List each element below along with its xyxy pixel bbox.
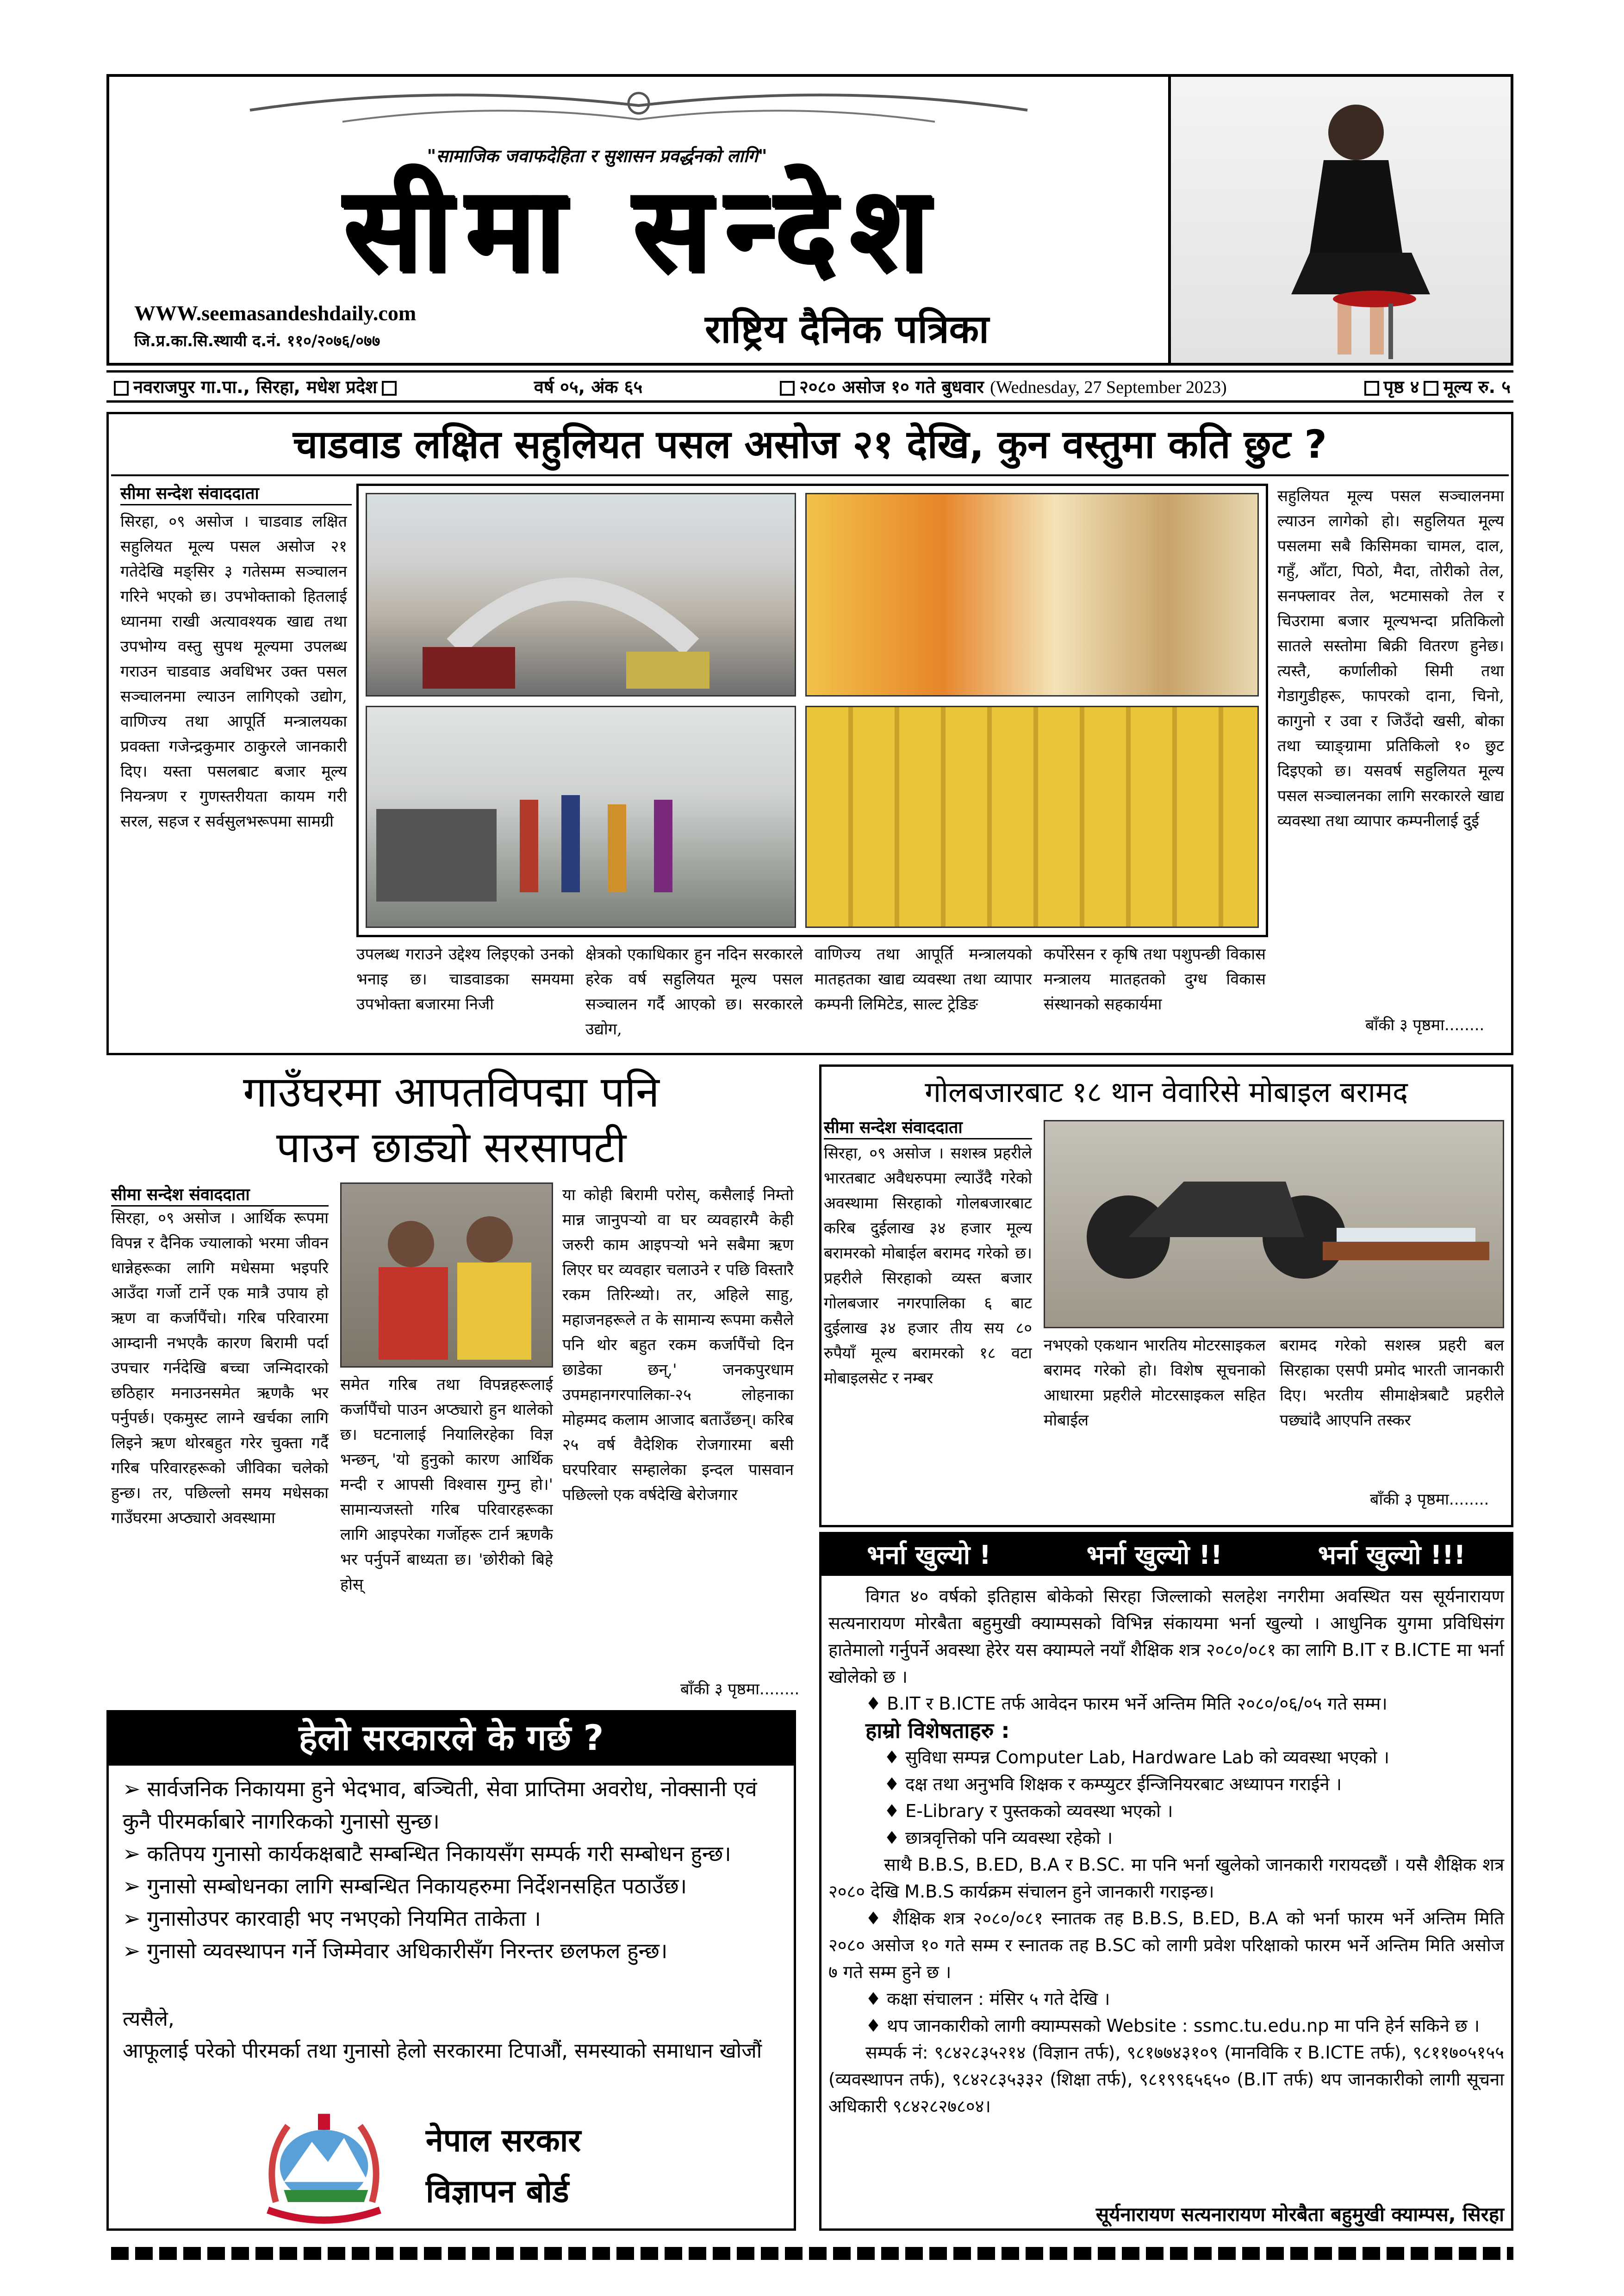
- story-mobile-seized-headline: गोलबजारबाट १८ थान वेवारिसे मोबाइल बरामद: [925, 1075, 1408, 1109]
- diamond-bullet-icon: ♦: [865, 1989, 887, 2009]
- arrow-bullet-icon: ➢: [123, 1873, 141, 1898]
- diamond-bullet-icon: ♦: [865, 1908, 892, 1929]
- story-festival-shop-bottom-col1: उपलब्ध गराउने उद्देश्य लिइएको उनको भनाइ छ। चाडवाडका समयमा उपभोक्ता बजारमा निजी: [356, 945, 574, 1014]
- model-figure-image: [1171, 77, 1513, 364]
- issue-page: पृष्ठ ४: [1383, 377, 1419, 397]
- issue-address: नवराजपुर गा.पा., सिरहा, मधेश प्रदेश: [133, 377, 377, 397]
- sahuliyat-shop-building-photo: [366, 493, 796, 697]
- grocery-shelves-photo: [805, 493, 1259, 697]
- hello-closing-1: त्यसैले,: [123, 2007, 174, 2031]
- admission-exam-info: ♦ शैक्षिक शत्र २०८०/०८१ स्नातक तह B.B.S, B.ED, B.A को भर्ना फारम भर्ने अन्तिम मिति २०८० असोज १० गते सम्म र स्नातक तह B.SC को लागी प्रवेश परिक्षाको फारम भर्ने अन्तिम मिति असोज ७ गते सम्म हुने छ ।: [828, 1908, 1504, 1982]
- masthead-ornament: [111, 78, 1166, 138]
- admission-other-programs: साथै B.B.S, B.ED, B.A र B.SC. मा पनि भर्ना खुलेको जानकारी गरायदछौं । यसै शैक्षिक शत्र २०८० देखि M.B.S कार्यक्रम संचालन हुने जानकारी गराइन्छ।: [828, 1854, 1504, 1902]
- diamond-bullet-icon: ♦: [884, 1774, 906, 1794]
- diamond-bullet-icon: ♦: [865, 2016, 887, 2036]
- website-link[interactable]: WWW.seemasandeshdaily.com: [134, 301, 417, 325]
- admission-signature: सूर्यनारायण सत्यनारायण मोरबैता बहुमुखी क्याम्पस, सिरहा: [1095, 2203, 1504, 2226]
- page-footer-dashes: [111, 2247, 1513, 2260]
- diamond-bullet-icon: ♦: [884, 1801, 906, 1821]
- story-festival-shop-byline: सीमा सन्देश संवाददाता: [120, 481, 352, 505]
- admission-intro: विगत ४० वर्षको इतिहास बोकेको सिरहा जिल्लाको सलहेश नगरीमा अवस्थित यस सूर्यनारायण सत्यनारायण मोरबैता बहुमुखी क्याम्पसको विभिन्न संकायमा भर्ना खुल्यो । आधुनिक युगमा प्रविधिसंग हातेमालो गर्नुपर्ने अवस्था हेरेर यस क्याम्पले नयाँ शैक्षिक शत्र २०८०/०८१ का लागि B.IT र B.ICTE मा भर्ना खोलेको छ ।: [828, 1586, 1504, 1687]
- gov-label-line1: नेपाल सरकार: [426, 2122, 581, 2159]
- diamond-bullet-icon: ♦: [865, 1693, 887, 1714]
- arrow-bullet-icon: ➢: [123, 1776, 141, 1801]
- story-mobile-seized-col3: बरामद गरेको सशस्त्र प्रहरी बल सिरहाका एसपी प्रमोद भारती जानकारी दिए। भरतीय सीमाक्षेत्रबाटै प्रहरीले पछ्यांदै आएपनि तस्कर: [1280, 1336, 1504, 1430]
- admission-feature: ♦ E-Library र पुस्तकको व्यवस्था भएको ।: [884, 1801, 1173, 1821]
- issue-volume: वर्ष ०५, अंक ६५: [534, 377, 643, 397]
- diamond-bullet-icon: ♦: [884, 1828, 906, 1848]
- newspaper-title: सीमा सन्देश: [343, 161, 943, 297]
- masthead-model-photo: [1171, 74, 1513, 366]
- admission-features-title: हाम्रो विशेषताहरु :: [865, 1718, 1010, 1743]
- story-loans-headline-line1: गाउँघरमा आपतविपद्मा पनि: [243, 1067, 660, 1117]
- queue-at-shop-photo: [366, 706, 796, 928]
- story-festival-shop-bottom-col2: क्षेत्रको एकाधिकार हुन नदिन सरकारले हरेक वर्ष सहुलियत मूल्य पसल सञ्चालन गर्दै आएको छ। सरकारले उद्योग,: [585, 945, 803, 1039]
- arrow-bullet-icon: ➢: [123, 1841, 141, 1866]
- gov-label-line2: विज्ञापन बोर्ड: [426, 2173, 569, 2210]
- masthead-tagline: "सामाजिक जवाफदेहिता र सुशासन प्रवर्द्धनको लागि": [427, 146, 767, 166]
- issue-date-np: २०८० असोज १० गते बुधवार: [799, 377, 984, 397]
- admission-banner-3: भर्ना खुल्यो !!!: [1318, 1540, 1466, 1570]
- admission-feature: ♦ छात्रवृत्तिको पनि व्यवस्था रहेको ।: [884, 1828, 1113, 1848]
- story-festival-shop-bottom-col4: कर्पोरेसन र कृषि तथा पशुपन्छी विकास मन्त्रालय मातहतको दुग्ध विकास संस्थानको सहकार्यमा: [1044, 945, 1266, 1014]
- hello-sarkar-list: [123, 1773, 780, 1967]
- story-mobile-seized-byline: सीमा सन्देश संवाददाता: [824, 1115, 1032, 1139]
- story-festival-shop-bottom-col3: वाणिज्य तथा आपूर्ति मन्त्रालयको मातहतका खाद्य व्यवस्था तथा व्यापार कम्पनी लिमिटेड, साल्ट ट्रेडिङ: [815, 945, 1032, 1014]
- hello-closing-2: आफूलाई परेको पीरमर्का तथा गुनासो हेलो सरकारमा टिपाऔं, समस्याको समाधान खोजौं: [123, 2039, 762, 2063]
- hello-item: ➢ कतिपय गुनासो कार्यकक्षबाटै सम्बन्धित निकायसँग सम्पर्क गरी सम्बोधन हुन्छ।: [123, 1837, 780, 1870]
- elderly-women-photo: [340, 1182, 553, 1368]
- story-festival-shop-col-right: सहुलियत मूल्य पसल सञ्चालनमा ल्याउन लागेको हो। सहुलियत मूल्य पसलमा सबै किसिमका चामल, दाल, गहुँ, आँटा, पिठो, मैदा, तोरीको तेल, सनफ्लावर तेल, भटमासको तेल र चिउरामा बजार मूल्यभन्दा प्रतिकिलो सातले सस्तोमा बिक्री वितरण हुनेछ। त्यस्तै, कर्णालीको सिमी तथा गेडागुडीहरू, फापरको दाना, चिनो, कागुनो र उवा र जिउँदो खसी, बोका तथा च्याङ्ग्रामा प्रतिकिलो १० छुट दिइएको छ। यसवर्ष सहुलियत मूल्य पसल सञ्चालनका लागि सरकारले खाद्य व्यवस्था तथा व्यापार कम्पनीलाई दुई: [1277, 487, 1504, 830]
- story-loans-col2: समेत गरिब तथा विपन्नहरूलाई कर्जापैंचो पाउन अप्ठ्यारो हुन थालेको छ। घटनालाई नियालिरहेका विज्ञ भन्छन्, 'यो हुनुको कारण आर्थिक मन्दी र आपसी विश्वास गुम्नु हो।' सामान्यजस्तो गरिब परिवारहरूका लागि आइपरेका गर्जोहरू टार्न ऋणकै भर पर्नुपर्ने बाध्यता छ। 'छोरीको बिहे होस्: [340, 1375, 553, 1594]
- registration-number: जि.प्र.का.सि.स्थायी द.नं. ११०/२०७६/०७७: [134, 332, 380, 350]
- admission-feature: ♦ दक्ष तथा अनुभवि शिक्षक र कम्प्युटर ईन्जिनियरबाट अध्यापन गराईने ।: [884, 1774, 1342, 1794]
- story-festival-shop-col1: सिरहा, ०९ असोज । चाडवाड लक्षित सहुलियत मूल्य पसल असोज २१ गतेदेखि मङ्सिर ३ गतेसम्म सञ्चालन गरिने भएको छ। उपभोक्ताको हितलाई ध्यानमा राखी अत्यावश्यक खाद्य तथा उपभोग्य वस्तु सुपथ मूल्यमा उपलब्ध गराउन चाडवाड अवधिभर उक्त पसल सञ्चालनमा ल्याउन लागिएको उद्योग, वाणिज्य तथा आपूर्ति मन्त्रालयका प्रवक्ता गजेन्द्रकुमार ठाकुरले जानकारी दिए। यस्ता पसलबाट बजार मूल्य नियन्त्रण र गुणस्तरीयता कायम गरी सरल, सहज र सर्वसुलभरूपमा सामग्री: [120, 512, 347, 831]
- arrow-bullet-icon: ➢: [123, 1906, 141, 1931]
- story-loans-col1: सिरहा, ०९ असोज । आर्थिक रूपमा विपन्न र दैनिक ज्यालाको भरमा जीवन धान्नेहरूका लागि मधेसमा भइपरि आउँदा गर्जो टार्ने एक मात्रै उपाय हो ऋण वा कर्जापैंचो। गरिब परिवारमा आम्दानी नभएकै कारण बिरामी पर्दा उपचार गर्नदेखि बच्चा जन्मिदारको छठिहार मनाउनसमेत ऋणकै भर पर्नुपर्छ। एकमुस्ट लाग्ने खर्चका लागि लिइने ऋण थोरबहुत गरेर चुक्ता गर्दै गरिब परिवारहरूको जीविका चलेको हुन्छ। तर, पछिल्लो समय मधेसका गाउँघरमा अप्ठ्यारो अवस्थामा: [111, 1209, 329, 1527]
- admission-banner-1: भर्ना खुल्यो !: [867, 1540, 991, 1570]
- admission-contact: सम्पर्क नं: ९८४२८३५२१४ (विज्ञान तर्फ), ९८१७७४३१०९ (मानविकि र B.ICTE तर्फ), ९८११७०५१५५ (व्यवस्थापन तर्फ), ९८४२८३५३३२ (शिक्षा तर्फ), ९८१९९६५६५० (B.IT तर्फ) थप जानकारीको लागी सूचना अधिकारी ९८४२८२७८०४।: [828, 2042, 1504, 2116]
- story-mobile-seized-col2: नभएको एकथान भारतिय मोटरसाइकल बरामद गरेको हो। विशेष सूचनाको आधारमा प्रहरीले मोटरसाइकल सहित मोबाईल: [1044, 1336, 1266, 1430]
- admission-website: ♦ थप जानकारीको लागी क्याम्पसको Website : ssmc.tu.edu.np मा पनि हेर्न सकिने छ ।: [865, 2016, 1480, 2036]
- story-loans-headline-line2: पाउन छाड्यो सरसापटी: [276, 1123, 627, 1172]
- admission-deadline: ♦ B.IT र B.ICTE तर्फ आवेदन फारम भर्ने अन्तिम मिति २०८०/०६/०५ गते सम्म।: [865, 1693, 1388, 1714]
- admission-body: [828, 1583, 1504, 2120]
- story-loans-col3: या कोही बिरामी परोस्, कसैलाई निम्तो मान्न जानुपर्‍यो वा घर व्यवहारमै केही जरुरी काम आइपर्‍यो भने सबैमा ऋण लिएर घर व्यवहार चलाउने र पछि विस्तारै रकम तिरिन्थ्यो। तर, अहिले साहु, महाजनहरूले त के सामान्य रूपमा कसैले पनि थोर बहुत रकम कर्जापैंचो दिन छाडेका छन्,' जनकपुरधाम उपमहानगरपालिका-२५ लोहनाका मोहम्मद कलाम आजाद बताउँछन्। करिब २५ वर्ष वैदेशिक रोजगारमा बसी घरपरिवार सम्हालेका इन्दल पासवान पछिल्लो एक वर्षदेखि बेरोजगार: [562, 1186, 794, 1504]
- story-mobile-seized-continued[interactable]: बाँकी ३ पृष्ठमा........: [1370, 1490, 1489, 1509]
- issue-info-bar: [106, 370, 1513, 403]
- story-festival-shop-headline: चाडवाड लक्षित सहुलियत पसल असोज २१ देखि, कुन वस्तुमा कति छुट ?: [293, 422, 1327, 467]
- issue-price: मूल्य रु. ५: [1443, 377, 1511, 397]
- admission-feature: ♦ सुविधा सम्पन्न Computer Lab, Hardware Lab को व्यवस्था भएको ।: [884, 1747, 1389, 1767]
- admission-class-start: ♦ कक्षा संचालन : मंसिर ५ गते देखि ।: [865, 1989, 1110, 2009]
- story-mobile-seized-col1: सिरहा, ०९ असोज । सशस्त्र प्रहरीले भारतबाट अवैधरुपमा ल्याउँदै गरेको अवस्थामा सिरहाको गोलबजारबाट करिब दुईलाख ३४ हजार मूल्य बरामरको मोबाईल बरामद गरेको छ। प्रहरीले सिरहाको व्यस्त बजार गोलबजार नगरपालिका ६ बाट दुईलाख ३४ हजार तीय सय ८० रुपैयाँ मूल्य बरामरको १८ वटा मोबाइलसेट र नम्बर: [824, 1144, 1032, 1388]
- story-loans-byline: सीमा सन्देश संवाददाता: [111, 1182, 329, 1207]
- hello-item: ➢ गुनासोउपर कारवाही भए नभएको नियमित ताकेता ।: [123, 1902, 780, 1935]
- issue-date-en: (Wednesday, 27 September 2023): [990, 378, 1227, 397]
- story-loans-continued[interactable]: बाँकी ३ पृष्ठमा........: [680, 1680, 800, 1699]
- nepal-emblem-icon: [241, 2106, 407, 2226]
- hello-item: ➢ गुनासो सम्बोधनका लागि सम्बन्धित निकायहरुमा निर्देशनसहित पठाउँछ।: [123, 1870, 780, 1902]
- admission-banner-2: भर्ना खुल्यो !!: [1086, 1540, 1223, 1570]
- story-festival-shop-continued[interactable]: बाँकी ३ पृष्ठमा........: [1365, 1016, 1485, 1034]
- hello-item: ➢ सार्वजनिक निकायमा हुने भेदभाव, बञ्चिती, सेवा प्राप्तिमा अवरोध, नोक्सानी एवं कुनै पीरमर्काबारे नागरिकको गुनासो सुन्छ।: [123, 1773, 780, 1837]
- arrow-bullet-icon: ➢: [123, 1938, 141, 1963]
- diamond-bullet-icon: ♦: [884, 1747, 906, 1767]
- admission-banner: [819, 1532, 1513, 1576]
- masthead-subtitle: राष्ट्रिय दैनिक पत्रिका: [705, 306, 989, 352]
- hello-item: ➢ गुनासो व्यवस्थापन गर्ने जिम्मेवार अधिकारीसँग निरन्तर छलफल हुन्छ।: [123, 1935, 780, 1967]
- stacked-goods-photo: [805, 706, 1259, 928]
- seized-motorcycle-photo: [1044, 1120, 1504, 1328]
- hello-sarkar-headline: हेलो सरकारले के गर्छ ?: [106, 1710, 796, 1766]
